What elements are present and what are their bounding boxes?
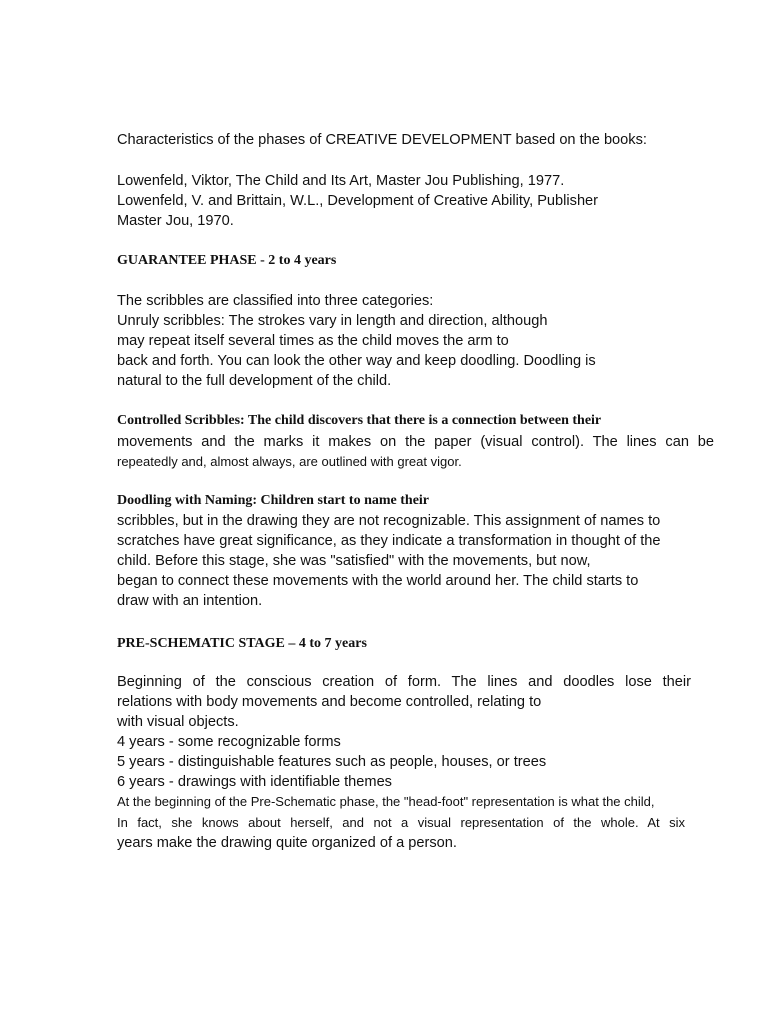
intro-text: Characteristics of the phases of CREATIVE DEVELOPMENT based on the books:	[117, 132, 647, 148]
controlled-scribbles-heading: Controlled Scribbles: The child discovers that there is a connection between their	[117, 413, 602, 428]
reference-3: Master Jou, 1970.	[117, 213, 234, 229]
paragraph-line: The scribbles are classified into three categories:	[117, 293, 434, 309]
paragraph-line: draw with an intention.	[117, 593, 263, 609]
paragraph-line: repeatedly and, almost always, are outlined with great vigor.	[117, 454, 462, 469]
paragraph-line: back and forth. You can look the other way and keep doodling. Doodling is	[117, 353, 596, 369]
paragraph-line: In fact, she knows about herself, and not a visual representation of the whole. At six	[117, 815, 685, 830]
paragraph-line: child. Before this stage, she was "satisfied" with the movements, but now,	[117, 553, 591, 569]
paragraph-line: Unruly scribbles: The strokes vary in length and direction, although	[117, 313, 548, 329]
paragraph-line: 6 years - drawings with identifiable themes	[117, 774, 392, 790]
paragraph-line: relations with body movements and become controlled, relating to	[117, 694, 542, 710]
paragraph-line: movements and the marks it makes on the paper (visual control). The lines can be	[117, 434, 714, 450]
paragraph-line: natural to the full development of the child.	[117, 373, 392, 389]
paragraph-line: Beginning of the conscious creation of form. The lines and doodles lose their	[117, 674, 691, 690]
guarantee-phase-heading: GUARANTEE PHASE - 2 to 4 years	[117, 253, 337, 268]
paragraph-line: may repeat itself several times as the child moves the arm to	[117, 333, 509, 349]
pre-schematic-heading: PRE-SCHEMATIC STAGE – 4 to 7 years	[117, 636, 367, 651]
paragraph-line: 5 years - distinguishable features such as people, houses, or trees	[117, 754, 547, 770]
paragraph-line: 4 years - some recognizable forms	[117, 734, 341, 750]
paragraph-line: began to connect these movements with the world around her. The child starts to	[117, 573, 639, 589]
paragraph-line: with visual objects.	[117, 714, 239, 730]
paragraph-line: years make the drawing quite organized of a person.	[117, 835, 457, 851]
reference-2: Lowenfeld, V. and Brittain, W.L., Development of Creative Ability, Publisher	[117, 193, 599, 209]
reference-1: Lowenfeld, Viktor, The Child and Its Art, Master Jou Publishing, 1977.	[117, 173, 565, 189]
paragraph-line: scribbles, but in the drawing they are not recognizable. This assignment of names to	[117, 513, 661, 529]
doodling-naming-heading: Doodling with Naming: Children start to name their	[117, 493, 430, 508]
paragraph-line: scratches have great significance, as they indicate a transformation in thought of the	[117, 533, 661, 549]
paragraph-line: At the beginning of the Pre-Schematic phase, the "head-foot" representation is what the child,	[117, 794, 655, 809]
